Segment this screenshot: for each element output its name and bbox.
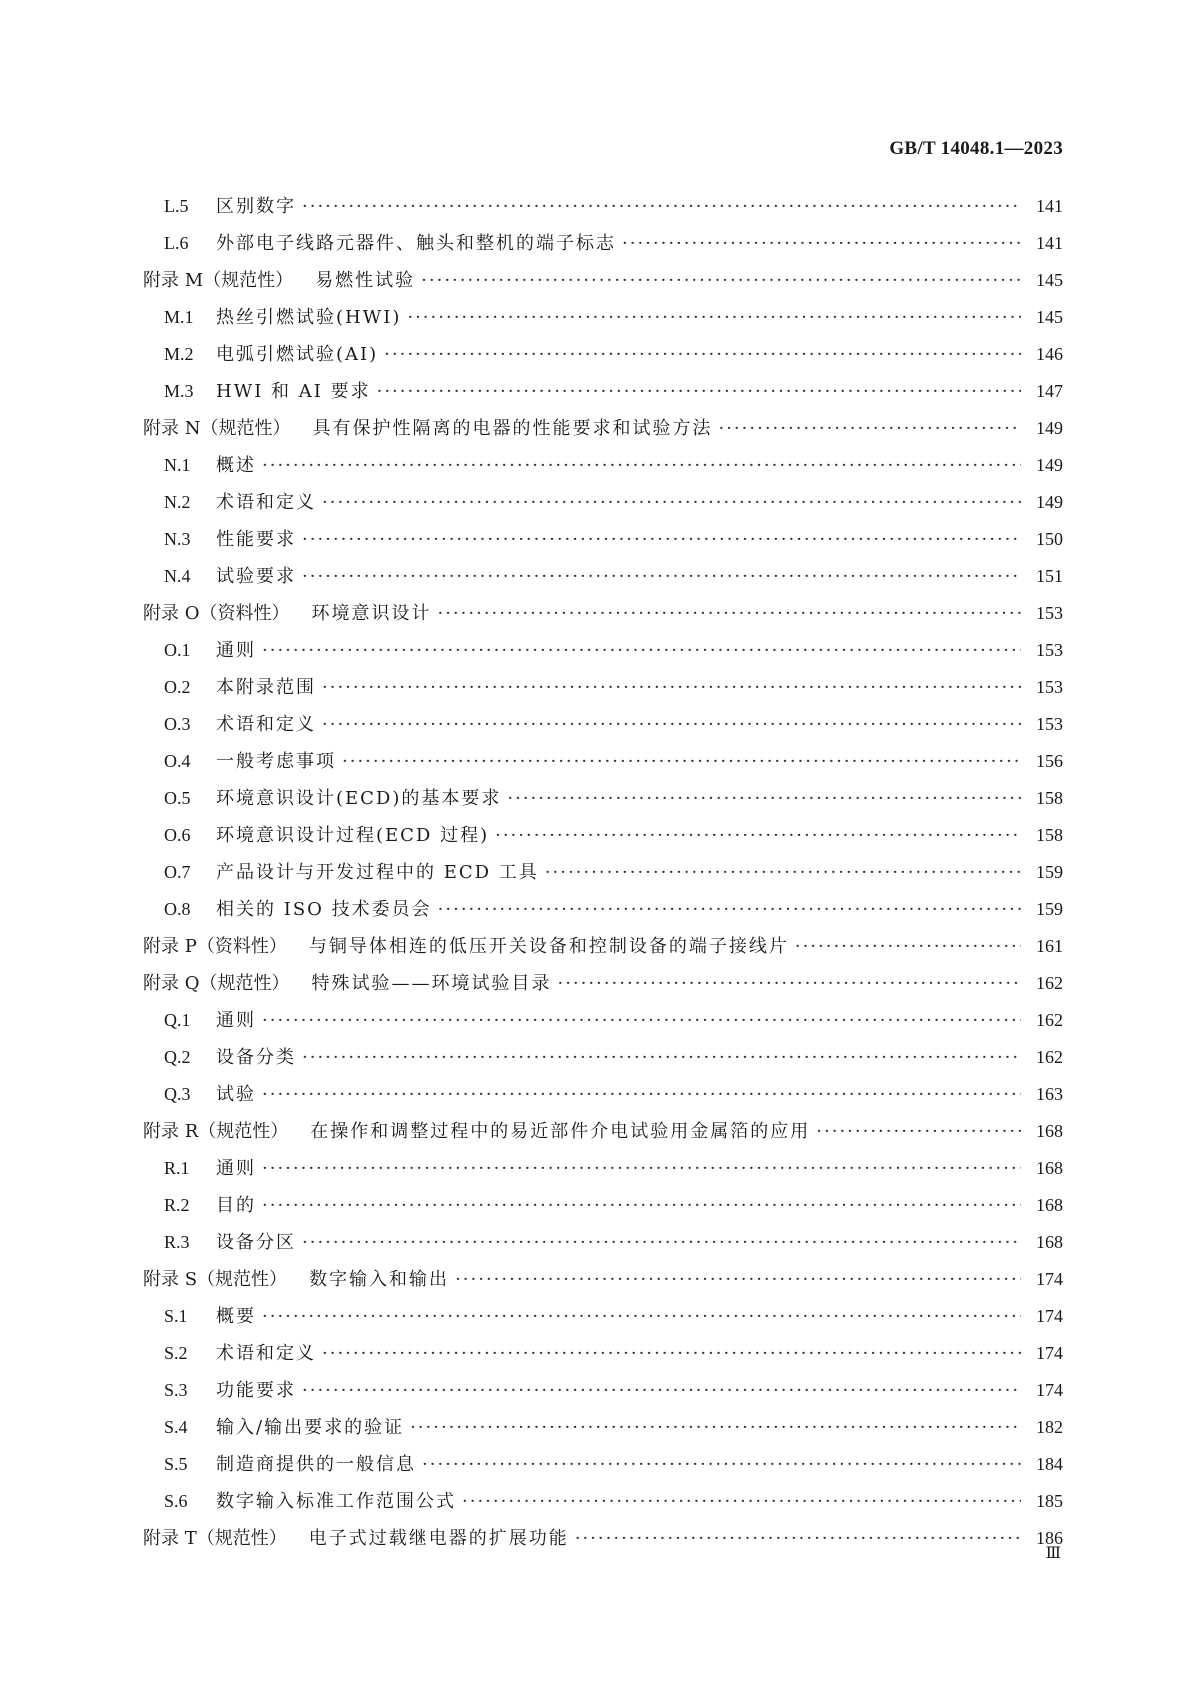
entry-title: 通则 [216, 1010, 256, 1031]
section-number: R.1 [164, 1158, 190, 1178]
toc-section-entry [143, 1043, 1063, 1080]
section-number: S.6 [164, 1491, 188, 1511]
toc-section-entry [143, 1376, 1063, 1413]
dot-leader [302, 566, 1021, 587]
section-number: N.1 [164, 455, 191, 475]
entry-title: 输入/输出要求的验证 [216, 1417, 405, 1438]
annex-label: 附录 S（规范性） [143, 1269, 288, 1290]
page-number: 153 [1036, 603, 1063, 623]
page-number: 182 [1036, 1417, 1063, 1437]
page-number: 168 [1036, 1195, 1063, 1215]
entry-title: HWI 和 AI 要求 [216, 381, 371, 402]
entry-title: 外部电子线路元器件、触头和整机的端子标志 [216, 233, 616, 254]
toc-annex-entry [143, 414, 1063, 451]
page-number: 168 [1036, 1121, 1063, 1141]
entry-title: 目的 [216, 1195, 256, 1216]
page-number: 153 [1036, 640, 1063, 660]
page-number: 159 [1036, 862, 1063, 882]
dot-leader [262, 640, 1021, 661]
annex-label: 附录 R（规范性） [143, 1121, 289, 1142]
dot-leader [455, 1269, 1021, 1290]
page-number: 163 [1036, 1084, 1063, 1104]
entry-title: 设备分类 [216, 1047, 296, 1068]
page-number: 174 [1036, 1269, 1063, 1289]
toc-section-entry [143, 340, 1063, 377]
page-number: 158 [1036, 788, 1063, 808]
page-number: 162 [1036, 1010, 1063, 1030]
section-number: S.3 [164, 1380, 188, 1400]
annex-label: 附录 Q（规范性） [143, 973, 290, 994]
dot-leader [507, 788, 1021, 809]
page-number: 151 [1036, 566, 1063, 586]
page-number: 158 [1036, 825, 1063, 845]
page-number: 156 [1036, 751, 1063, 771]
entry-title: 环境意识设计过程(ECD 过程) [216, 825, 490, 846]
section-number: O.7 [164, 862, 191, 882]
toc-section-entry [143, 229, 1063, 266]
page-number: 149 [1036, 455, 1063, 475]
entry-title: 环境意识设计(ECD)的基本要求 [216, 788, 502, 809]
section-number: M.2 [164, 344, 194, 364]
section-number: O.5 [164, 788, 191, 808]
page-number: 174 [1036, 1343, 1063, 1363]
dot-leader [718, 418, 1021, 439]
toc-section-entry [143, 525, 1063, 562]
toc-section-entry [143, 1080, 1063, 1117]
entry-title: 通则 [216, 1158, 256, 1179]
annex-label: 附录 T（规范性） [143, 1528, 287, 1549]
dot-leader [410, 1417, 1021, 1438]
table-of-contents [143, 192, 1063, 1561]
dot-leader [262, 1084, 1021, 1105]
entry-title: 本附录范围 [216, 677, 316, 698]
dot-leader [302, 1047, 1021, 1068]
toc-section-entry [143, 303, 1063, 340]
dot-leader [322, 677, 1021, 698]
toc-section-entry [143, 488, 1063, 525]
entry-title: 功能要求 [216, 1380, 296, 1401]
page-number: 141 [1036, 233, 1063, 253]
toc-section-entry [143, 1154, 1063, 1191]
page-number: 174 [1036, 1306, 1063, 1326]
toc-section-entry [143, 562, 1063, 599]
section-number: L.5 [164, 196, 189, 216]
page-number: 145 [1036, 307, 1063, 327]
section-number: N.3 [164, 529, 191, 549]
entry-title: 概要 [216, 1306, 256, 1327]
annex-label: 附录 P（资料性） [143, 936, 287, 957]
dot-leader [437, 603, 1021, 624]
dot-leader [421, 270, 1021, 291]
entry-title: 概述 [216, 455, 256, 476]
entry-title: 数字输入和输出 [309, 1269, 450, 1290]
annex-label: 附录 M（规范性） [143, 270, 294, 291]
dot-leader [262, 1158, 1021, 1179]
toc-annex-entry [143, 266, 1063, 303]
toc-annex-entry [143, 599, 1063, 636]
section-number: O.8 [164, 899, 191, 919]
dot-leader [262, 455, 1021, 476]
toc-section-entry [143, 1450, 1063, 1487]
toc-annex-entry [143, 969, 1063, 1006]
dot-leader [495, 825, 1021, 846]
page-number: 174 [1036, 1380, 1063, 1400]
dot-leader [795, 936, 1021, 957]
toc-section-entry [143, 377, 1063, 414]
dot-leader [262, 1306, 1021, 1327]
section-number: N.2 [164, 492, 191, 512]
section-number: S.1 [164, 1306, 188, 1326]
page-number: 145 [1036, 270, 1063, 290]
entry-title: 试验要求 [216, 566, 296, 587]
page-number: 186 [1036, 1528, 1063, 1548]
dot-leader [302, 529, 1021, 550]
toc-section-entry [143, 710, 1063, 747]
dot-leader [816, 1121, 1021, 1142]
toc-section-entry [143, 673, 1063, 710]
entry-title: 具有保护性隔离的电器的性能要求和试验方法 [312, 418, 713, 439]
dot-leader [407, 307, 1021, 328]
entry-title: 试验 [216, 1084, 256, 1105]
page-number: 141 [1036, 196, 1063, 216]
entry-title: 数字输入标准工作范围公式 [216, 1491, 456, 1512]
entry-title: 在操作和调整过程中的易近部件介电试验用金属箔的应用 [310, 1121, 811, 1142]
entry-title: 术语和定义 [216, 714, 316, 735]
toc-annex-entry [143, 1524, 1063, 1561]
section-number: O.6 [164, 825, 191, 845]
entry-title: 产品设计与开发过程中的 ECD 工具 [216, 862, 539, 883]
toc-section-entry [143, 192, 1063, 229]
section-number: N.4 [164, 566, 191, 586]
section-number: L.6 [164, 233, 189, 253]
section-number: S.2 [164, 1343, 188, 1363]
page-number: 149 [1036, 418, 1063, 438]
dot-leader [302, 1232, 1021, 1253]
section-number: O.1 [164, 640, 191, 660]
page-number: 159 [1036, 899, 1063, 919]
document-id-header: GB/T 14048.1—2023 [889, 138, 1063, 159]
page-number: 162 [1036, 973, 1063, 993]
page-number: 153 [1036, 677, 1063, 697]
toc-section-entry [143, 636, 1063, 673]
page-number: 150 [1036, 529, 1063, 549]
page-number: 147 [1036, 381, 1063, 401]
page-number: 153 [1036, 714, 1063, 734]
section-number: O.4 [164, 751, 191, 771]
dot-leader [342, 751, 1021, 772]
dot-leader [575, 1528, 1021, 1549]
page-number-footer: Ⅲ [1045, 1545, 1061, 1562]
dot-leader [438, 899, 1021, 920]
entry-title: 易燃性试验 [315, 270, 416, 291]
section-number: Q.2 [164, 1047, 191, 1067]
toc-section-entry [143, 784, 1063, 821]
dot-leader [377, 381, 1021, 402]
dot-leader [322, 492, 1021, 513]
annex-label: 附录 O（资料性） [143, 603, 290, 624]
page-number: 184 [1036, 1454, 1063, 1474]
dot-leader [302, 196, 1021, 217]
toc-section-entry [143, 821, 1063, 858]
entry-title: 设备分区 [216, 1232, 296, 1253]
entry-title: 热丝引燃试验(HWI) [216, 307, 402, 328]
section-number: O.2 [164, 677, 191, 697]
toc-section-entry [143, 858, 1063, 895]
toc-section-entry [143, 747, 1063, 784]
dot-leader [322, 1343, 1021, 1364]
page-number: 162 [1036, 1047, 1063, 1067]
annex-label: 附录 N（规范性） [143, 418, 291, 439]
section-number: Q.1 [164, 1010, 191, 1030]
dot-leader [545, 862, 1021, 883]
entry-title: 一般考虑事项 [216, 751, 336, 772]
section-number: S.5 [164, 1454, 188, 1474]
toc-annex-entry [143, 1117, 1063, 1154]
toc-section-entry [143, 1006, 1063, 1043]
section-number: R.3 [164, 1232, 190, 1252]
toc-section-entry [143, 1191, 1063, 1228]
page-number: 161 [1036, 936, 1063, 956]
toc-section-entry [143, 1413, 1063, 1450]
section-number: S.4 [164, 1417, 188, 1437]
entry-title: 特殊试验——环境试验目录 [311, 973, 552, 994]
dot-leader [302, 1380, 1021, 1401]
section-number: M.1 [164, 307, 194, 327]
entry-title: 性能要求 [216, 529, 296, 550]
toc-section-entry [143, 1228, 1063, 1265]
toc-section-entry [143, 1339, 1063, 1376]
entry-title: 电子式过载继电器的扩展功能 [308, 1528, 569, 1549]
page-number: 168 [1036, 1158, 1063, 1178]
dot-leader [322, 714, 1021, 735]
entry-title: 通则 [216, 640, 256, 661]
toc-annex-entry [143, 932, 1063, 969]
toc-section-entry [143, 451, 1063, 488]
page-number: 146 [1036, 344, 1063, 364]
toc-annex-entry [143, 1265, 1063, 1302]
entry-title: 环境意识设计 [311, 603, 432, 624]
dot-leader [557, 973, 1021, 994]
toc-section-entry [143, 1487, 1063, 1524]
entry-title: 相关的 ISO 技术委员会 [216, 899, 432, 920]
page-number: 185 [1036, 1491, 1063, 1511]
page-number: 149 [1036, 492, 1063, 512]
entry-title: 术语和定义 [216, 492, 316, 513]
toc-section-entry [143, 1302, 1063, 1339]
page-number: 168 [1036, 1232, 1063, 1252]
section-number: O.3 [164, 714, 191, 734]
entry-title: 术语和定义 [216, 1343, 316, 1364]
dot-leader [422, 1454, 1021, 1475]
entry-title: 电弧引燃试验(AI) [216, 344, 379, 365]
section-number: M.3 [164, 381, 194, 401]
dot-leader [384, 344, 1021, 365]
entry-title: 与铜导体相连的低压开关设备和控制设备的端子接线片 [308, 936, 789, 957]
dot-leader [622, 233, 1021, 254]
dot-leader [262, 1195, 1021, 1216]
toc-section-entry [143, 895, 1063, 932]
section-number: R.2 [164, 1195, 190, 1215]
section-number: Q.3 [164, 1084, 191, 1104]
entry-title: 制造商提供的一般信息 [216, 1454, 416, 1475]
dot-leader [262, 1010, 1021, 1031]
dot-leader [462, 1491, 1021, 1512]
entry-title: 区别数字 [216, 196, 296, 217]
